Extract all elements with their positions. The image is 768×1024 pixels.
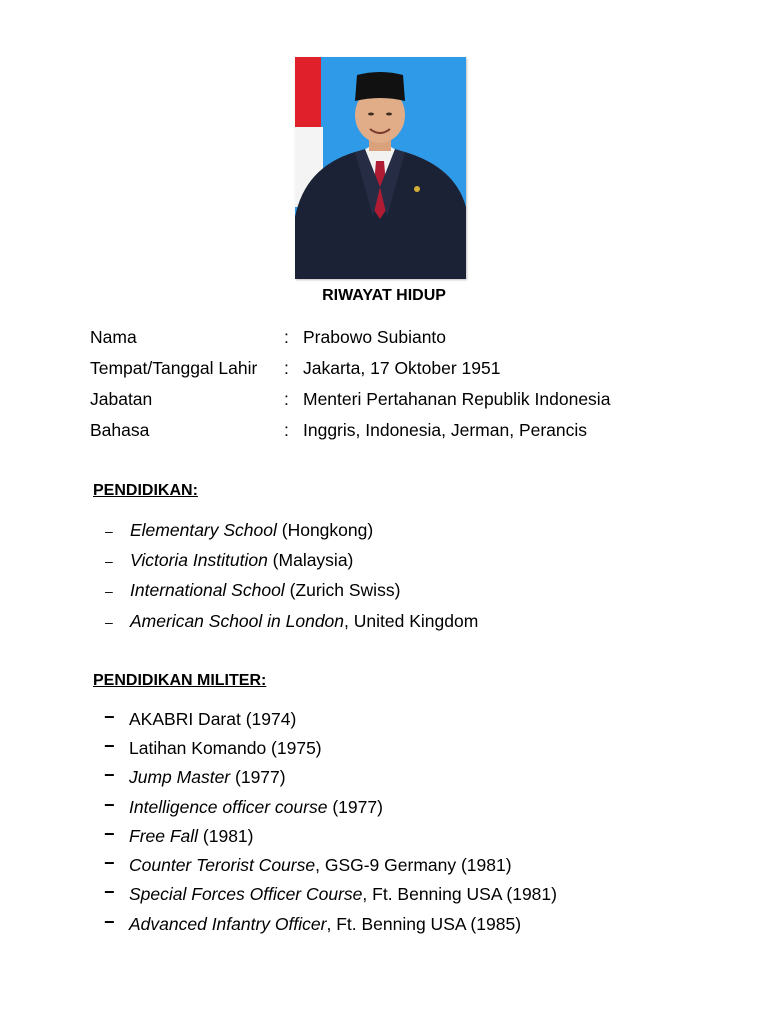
education-heading: PENDIDIKAN:	[93, 482, 198, 499]
info-colon: :	[284, 389, 289, 409]
info-value: Menteri Pertahanan Republik Indonesia	[303, 389, 611, 409]
info-colon: :	[284, 358, 289, 378]
education-detail: (Hongkong)	[276, 520, 374, 540]
info-label: Nama	[90, 327, 137, 347]
course-detail: (1981)	[198, 826, 254, 846]
course-detail: (1977)	[230, 767, 286, 787]
education-name: American School in London	[130, 611, 345, 631]
course-name: Counter Terorist Course	[129, 855, 316, 875]
education-name: Victoria Institution	[130, 550, 268, 570]
course-detail: Latihan Komando (1975)	[129, 738, 322, 758]
course-name: Intelligence officer course	[129, 797, 328, 817]
course-detail: , Ft. Benning USA (1985)	[326, 914, 522, 934]
course-name: Special Forces Officer Course	[129, 884, 363, 904]
course-detail: , Ft. Benning USA (1981)	[362, 884, 557, 904]
education-detail: , United Kingdom	[344, 611, 479, 631]
dash-bullet: −	[104, 882, 115, 902]
dash-bullet: −	[104, 853, 115, 873]
info-value: Jakarta, 17 Oktober 1951	[303, 358, 501, 378]
info-label: Bahasa	[90, 420, 150, 440]
info-label: Jabatan	[90, 389, 153, 409]
dash-bullet: −	[104, 824, 115, 844]
info-colon: :	[284, 327, 289, 347]
dash-bullet: –	[105, 614, 113, 630]
dash-bullet: −	[104, 707, 115, 727]
info-value: Inggris, Indonesia, Jerman, Perancis	[303, 420, 588, 440]
course-detail: (1977)	[327, 797, 383, 817]
course-name: Advanced Infantry Officer	[129, 914, 327, 934]
course-detail: , GSG-9 Germany (1981)	[315, 855, 512, 875]
info-value: Prabowo Subianto	[303, 327, 447, 347]
course-name: Jump Master	[129, 767, 231, 787]
portrait-photo	[295, 57, 466, 279]
dash-bullet: −	[104, 765, 115, 785]
course-name: Free Fall	[129, 826, 199, 846]
education-name: International School	[130, 580, 285, 600]
dash-bullet: –	[105, 583, 113, 599]
dash-bullet: –	[105, 553, 113, 569]
info-label: Tempat/Tanggal Lahir	[90, 358, 258, 378]
education-detail: (Zurich Swiss)	[284, 580, 401, 600]
info-colon: :	[284, 420, 289, 440]
education-name: Elementary School	[130, 520, 277, 540]
education-detail: (Malaysia)	[267, 550, 354, 570]
document-title: RIWAYAT HIDUP	[322, 287, 446, 304]
military-education-heading: PENDIDIKAN MILITER:	[93, 672, 267, 689]
dash-bullet: –	[105, 523, 113, 539]
dash-bullet: −	[104, 912, 115, 932]
dash-bullet: −	[104, 736, 115, 756]
course-detail: AKABRI Darat (1974)	[129, 709, 297, 729]
dash-bullet: −	[104, 795, 115, 815]
